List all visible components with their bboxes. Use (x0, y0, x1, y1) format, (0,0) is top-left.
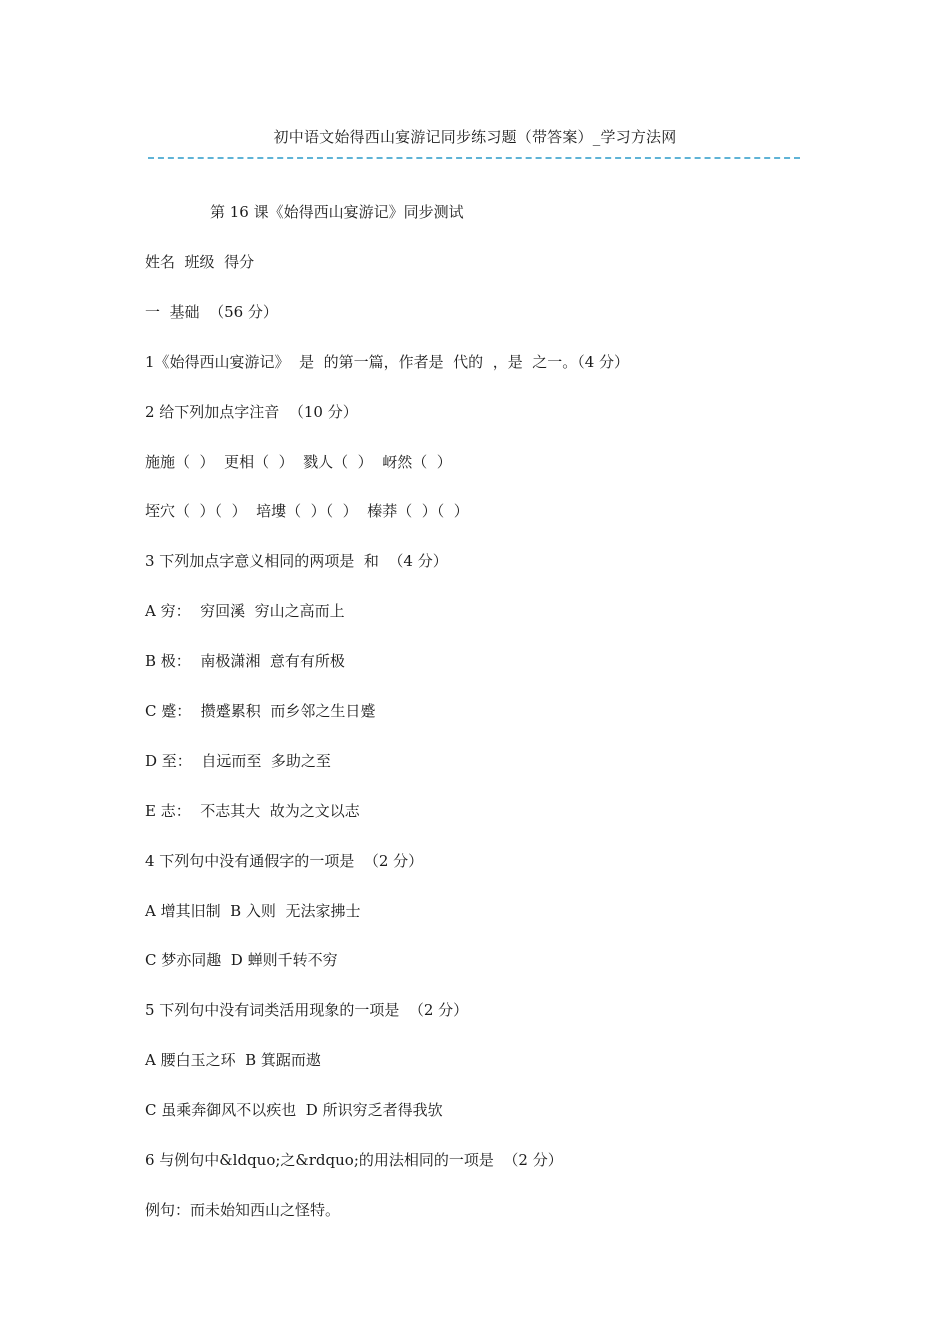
document-body (145, 252, 845, 1250)
question-5-options-cd: C 虽乘奔御风不以疾也 D 所识穷乏者得我欤 (145, 1101, 443, 1120)
question-6: 6 与例句中&ldquo;之&rdquo;的用法相同的一项是 （2 分） (145, 1151, 563, 1170)
question-4-options-ab: A 增其旧制 B 入则 无法家拂士 (145, 901, 361, 920)
question-2: 2 给下列加点字注音 （10 分） (145, 402, 358, 421)
question-1: 1《始得西山宴游记》 是 的第一篇，作者是 代的 ，是 之一。（4 分） (145, 352, 630, 371)
question-2-items-row-1: 施施（ ） 更相（ ） 戮人（ ） 岈然（ ） (145, 452, 452, 471)
question-5: 5 下列句中没有词类活用现象的一项是 （2 分） (145, 1001, 469, 1020)
section-heading: 一 基础 （56 分） (145, 302, 278, 321)
question-3-option-a: A 穷： 穷回溪 穷山之高而上 (145, 602, 345, 621)
question-3-option-b: B 极： 南极潇湘 意有有所极 (145, 652, 345, 671)
question-3-option-d: D 至： 自远而至 多助之至 (145, 751, 331, 770)
lesson-title: 第 16 课《始得西山宴游记》同步测试 (210, 203, 464, 221)
name-class-score-line: 姓名 班级 得分 (145, 253, 255, 271)
question-3-option-e: E 志： 不志其大 故为之文以志 (145, 801, 360, 820)
question-3: 3 下列加点字意义相同的两项是 和 （4 分） (145, 552, 448, 571)
question-5-options-ab: A 腰白玉之环 B 箕踞而遨 (145, 1051, 321, 1070)
question-3-option-c: C 蹙： 攒蹙累积 而乡邻之生日蹙 (145, 702, 376, 721)
question-2-items-row-2: 垤穴（ ）（ ） 培塿（ ）（ ） 榛莽（ ）（ ） (145, 502, 469, 521)
question-4-options-cd: C 梦亦同趣 D 蝉则千转不穷 (145, 951, 338, 970)
dashed-divider (148, 157, 800, 159)
document-title: 初中语文始得西山宴游记同步练习题（带答案）_学习方法网 (273, 128, 677, 146)
question-6-example: 例句：而未始知西山之怪特。 (145, 1200, 341, 1219)
question-4: 4 下列句中没有通假字的一项是 （2 分） (145, 851, 424, 870)
